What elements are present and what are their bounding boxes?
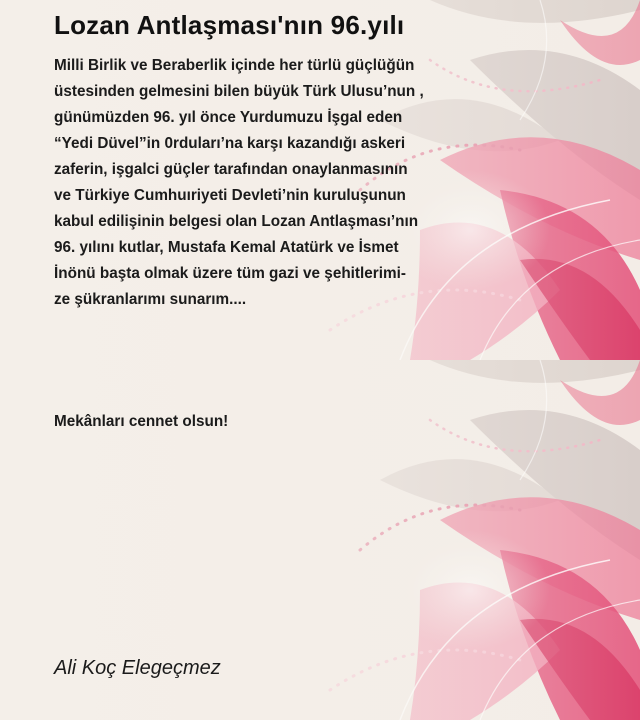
poem-line: zaferin, işgalci güçler tarafından onaylanmasının bbox=[54, 161, 408, 178]
poem-body bbox=[54, 53, 474, 313]
poem-line: günümüzden 96. yıl önce Yurdumuzu İşgal eden bbox=[54, 109, 403, 126]
poem-line: kabul edilişinin belgesi olan Lozan Antlaşması’nın bbox=[54, 213, 419, 230]
poem-title: Lozan Antlaşması'nın 96.yılı bbox=[54, 10, 405, 40]
poem-line: İnönü başta olmak üzere tüm gazi ve şehitlerimi- bbox=[54, 265, 406, 282]
closing-panel bbox=[0, 360, 640, 720]
poem-line: 96. yılını kutlar, Mustafa Kemal Atatürk ve İsmet bbox=[54, 239, 399, 256]
poem-line: “Yedi Düvel”in 0rduları’na karşı kazandığı askeri bbox=[54, 135, 406, 152]
closing-line: Mekânları cennet olsun! bbox=[54, 413, 229, 430]
poem-line: üstesinden gelmesini bilen büyük Türk Ulusu’nun , bbox=[54, 83, 424, 100]
poem-line: ve Türkiye Cumhuıriyeti Devleti’nin kuruluşunun bbox=[54, 187, 406, 204]
author-name: Ali Koç Elegeçmez bbox=[54, 657, 221, 679]
poem-line: ze şükranlarımı sunarım.... bbox=[54, 291, 247, 308]
poem-line: Milli Birlik ve Beraberlik içinde her türlü güçlüğün bbox=[54, 57, 415, 74]
